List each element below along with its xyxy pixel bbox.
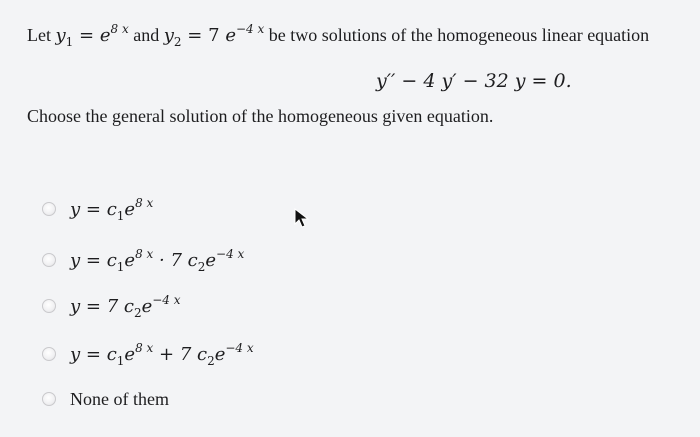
- differential-equation: y′′ − 4 y′ − 32 y = 0.: [376, 70, 572, 92]
- radio-button[interactable]: [42, 347, 56, 361]
- answer-option-1[interactable]: [42, 196, 153, 222]
- option-label: $y = c_1e^{8 x} + 7$ $c_2e^{-4 x}$: [70, 340, 254, 368]
- radio-button[interactable]: [42, 253, 56, 267]
- answer-option-3[interactable]: [42, 293, 181, 319]
- option-label: y = 7 $c_2e^{-4 x}$: [70, 292, 181, 320]
- mouse-cursor-icon: [293, 207, 311, 229]
- y2-expression: $y_2 = 7$ $e^{-4 x}$: [163, 22, 265, 49]
- problem-statement: [27, 22, 649, 49]
- radio-button[interactable]: [42, 299, 56, 313]
- stmt-and: and: [133, 25, 160, 45]
- option-label: $y = c_1e^{8 x}$: [70, 195, 154, 223]
- radio-button[interactable]: [42, 392, 56, 406]
- answer-option-4[interactable]: [42, 341, 254, 367]
- option-label: None of them: [70, 388, 169, 409]
- answer-option-2[interactable]: [42, 247, 244, 273]
- stmt-let: Let: [27, 25, 51, 45]
- answer-option-5[interactable]: [42, 386, 169, 412]
- option-label: $y = c_1e^{8 x} \cdot 7$ $c_2e^{-4 x}$: [70, 246, 245, 274]
- y1-expression: $y_1 = e^{8 x}$: [55, 22, 129, 49]
- stmt-rest: be two solutions of the homogeneous linear equation: [268, 25, 650, 45]
- radio-button[interactable]: [42, 202, 56, 216]
- question-prompt: Choose the general solution of the homogeneous given equation.: [27, 106, 494, 126]
